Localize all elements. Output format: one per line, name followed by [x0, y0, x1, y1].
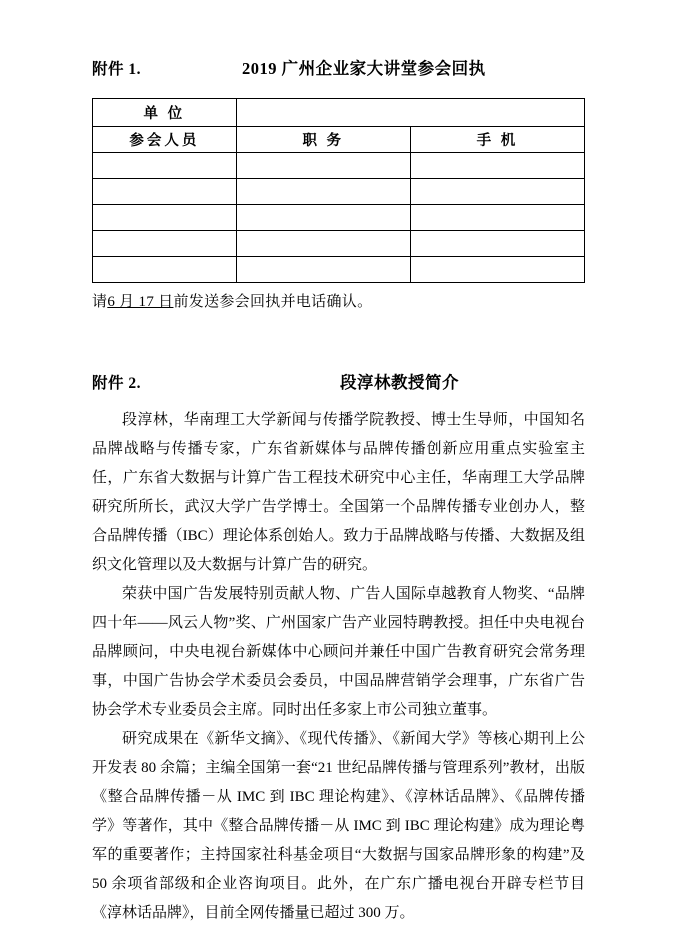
table-row: [93, 205, 585, 231]
biography-body: [92, 406, 585, 928]
cell-attendee[interactable]: [93, 153, 237, 179]
attachment-2-heading: [92, 369, 585, 393]
table-row: [93, 257, 585, 283]
cell-position[interactable]: [236, 205, 410, 231]
biography-paragraph: 段淳林，华南理工大学新闻与传播学院教授、博士生导师，中国知名品牌战略与传播专家，广东省新媒体与品牌传播创新应用重点实验室主任，广东省大数据与计算广告工程技术研究中心主任，华南理工大学品牌研究所所长，武汉大学广告学博士。全国第一个品牌传播专业创办人，整合品牌传播（IBC）理论体系创始人。致力于品牌战略与传播、大数据及组织文化管理以及大数据与计算广告的研究。: [92, 412, 585, 573]
table-row: [93, 231, 585, 257]
attachment-2-title: 段淳林教授简介: [340, 373, 459, 392]
header-cell-position: 职 务: [236, 127, 410, 153]
table-row-header: [93, 127, 585, 153]
table-row: [93, 179, 585, 205]
attachment-1-heading: [92, 55, 585, 79]
cell-mobile[interactable]: [410, 179, 584, 205]
unit-value-cell[interactable]: [236, 99, 584, 127]
attachment-1-title: 2019 广州企业家大讲堂参会回执: [242, 59, 486, 78]
cell-mobile[interactable]: [410, 153, 584, 179]
header-cell-attendee: 参会人员: [93, 127, 237, 153]
receipt-table: [92, 98, 585, 283]
cell-position[interactable]: [236, 231, 410, 257]
cell-position[interactable]: [236, 257, 410, 283]
cell-mobile[interactable]: [410, 231, 584, 257]
note-prefix: 请: [92, 294, 108, 310]
cell-attendee[interactable]: [93, 179, 237, 205]
cell-attendee[interactable]: [93, 231, 237, 257]
deadline-note: [92, 290, 585, 311]
cell-mobile[interactable]: [410, 205, 584, 231]
biography-paragraph: 荣获中国广告发展特别贡献人物、广告人国际卓越教育人物奖、“品牌四十年——风云人物”奖、广州国家广告产业园特聘教授。担任中央电视台品牌顾问，中央电视台新媒体中心顾问并兼任中国广告教育研究会常务理事，中国广告协会学术委员会委员，中国品牌营销学会理事，广东省广告协会学术专业委员会主席。同时出任多家上市公司独立董事。: [92, 586, 585, 718]
cell-attendee[interactable]: [93, 257, 237, 283]
attachment-1-label: 附件 1.: [92, 61, 142, 78]
unit-label-cell: 单 位: [93, 99, 237, 127]
cell-position[interactable]: [236, 179, 410, 205]
attachment-2-label: 附件 2.: [92, 375, 142, 392]
cell-mobile[interactable]: [410, 257, 584, 283]
cell-attendee[interactable]: [93, 205, 237, 231]
biography-paragraph: 研究成果在《新华文摘》、《现代传播》、《新闻大学》等核心期刊上公开发表 80 余篇；主编全国第一套“21 世纪品牌传播与管理系列”教材，出版《整合品牌传播－从 IMC 到 IBC 理论构建》、《淳林话品牌》、《品牌传播学》等著作，其中《整合品牌传播－从 IMC 到 IBC 理论构建》成为理论粤军的重要著作；主持国家社科基金项目“大数据与国家品牌形象的构建”及 50 余项省部级和企业咨询项目。此外，在广东广播电视台开辟专栏节目《淳林话品牌》，目前全网传播量已超过 300 万。: [92, 731, 585, 921]
attachment-2-section: [92, 369, 585, 928]
table-row: [93, 153, 585, 179]
header-cell-mobile: 手 机: [410, 127, 584, 153]
cell-position[interactable]: [236, 153, 410, 179]
note-suffix: 前发送参会回执并电话确认。: [173, 294, 373, 310]
table-row-unit: [93, 99, 585, 127]
note-deadline-date: 6 月 17 日: [107, 294, 174, 310]
